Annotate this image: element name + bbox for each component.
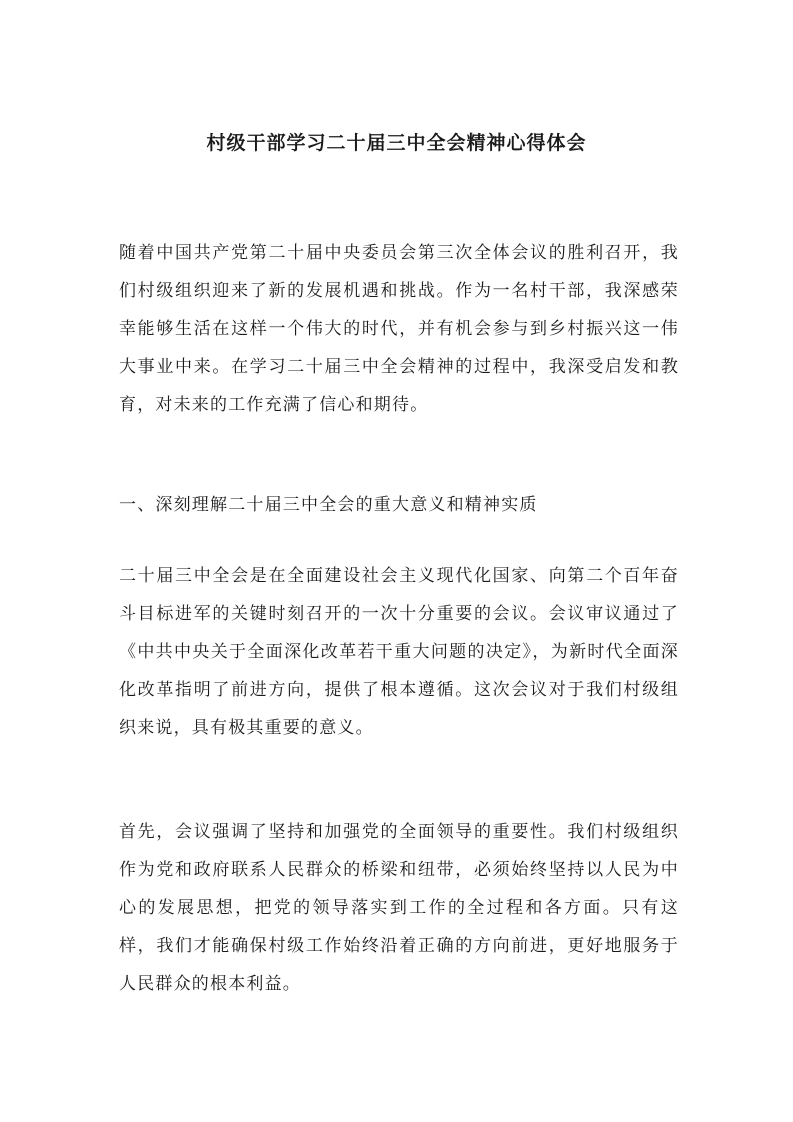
intro-paragraph: 随着中国共产党第二十届中央委员会第三次全体会议的胜利召开，我们村级组织迎来了新的发展机遇和挑战。作为一名村干部，我深感荣幸能够生活在这样一个伟大的时代，并有机会参与到乡村振兴这一伟大事业中来。在学习二十届三中全会精神的过程中，我深受启发和教育，对未来的工作充满了信心和期待。 [119, 243, 679, 415]
section-1-paragraph-2: 首先，会议强调了坚持和加强党的全面领导的重要性。我们村级组织作为党和政府联系人民群众的桥梁和纽带，必须始终坚持以人民为中心的发展思想，把党的领导落实到工作的全过程和各方面。只有这样，我们才能确保村级工作始终沿着正确的方向前进，更好地服务于人民群众的根本利益。 [119, 822, 679, 994]
section-1-paragraph-1: 二十届三中全会是在全面建设社会主义现代化国家、向第二个百年奋斗目标进军的关键时刻召开的一次十分重要的会议。会议审议通过了《中共中央关于全面深化改革若干重大问题的决定》，为新时代全面深化改革指明了前进方向，提供了根本遵循。这次会议对于我们村级组织来说，具有极其重要的意义。 [119, 566, 679, 738]
section-heading-1: 一、深刻理解二十届三中全会的重大意义和精神实质 [119, 495, 538, 515]
document-title: 村级干部学习二十届三中全会精神心得体会 [206, 132, 587, 154]
